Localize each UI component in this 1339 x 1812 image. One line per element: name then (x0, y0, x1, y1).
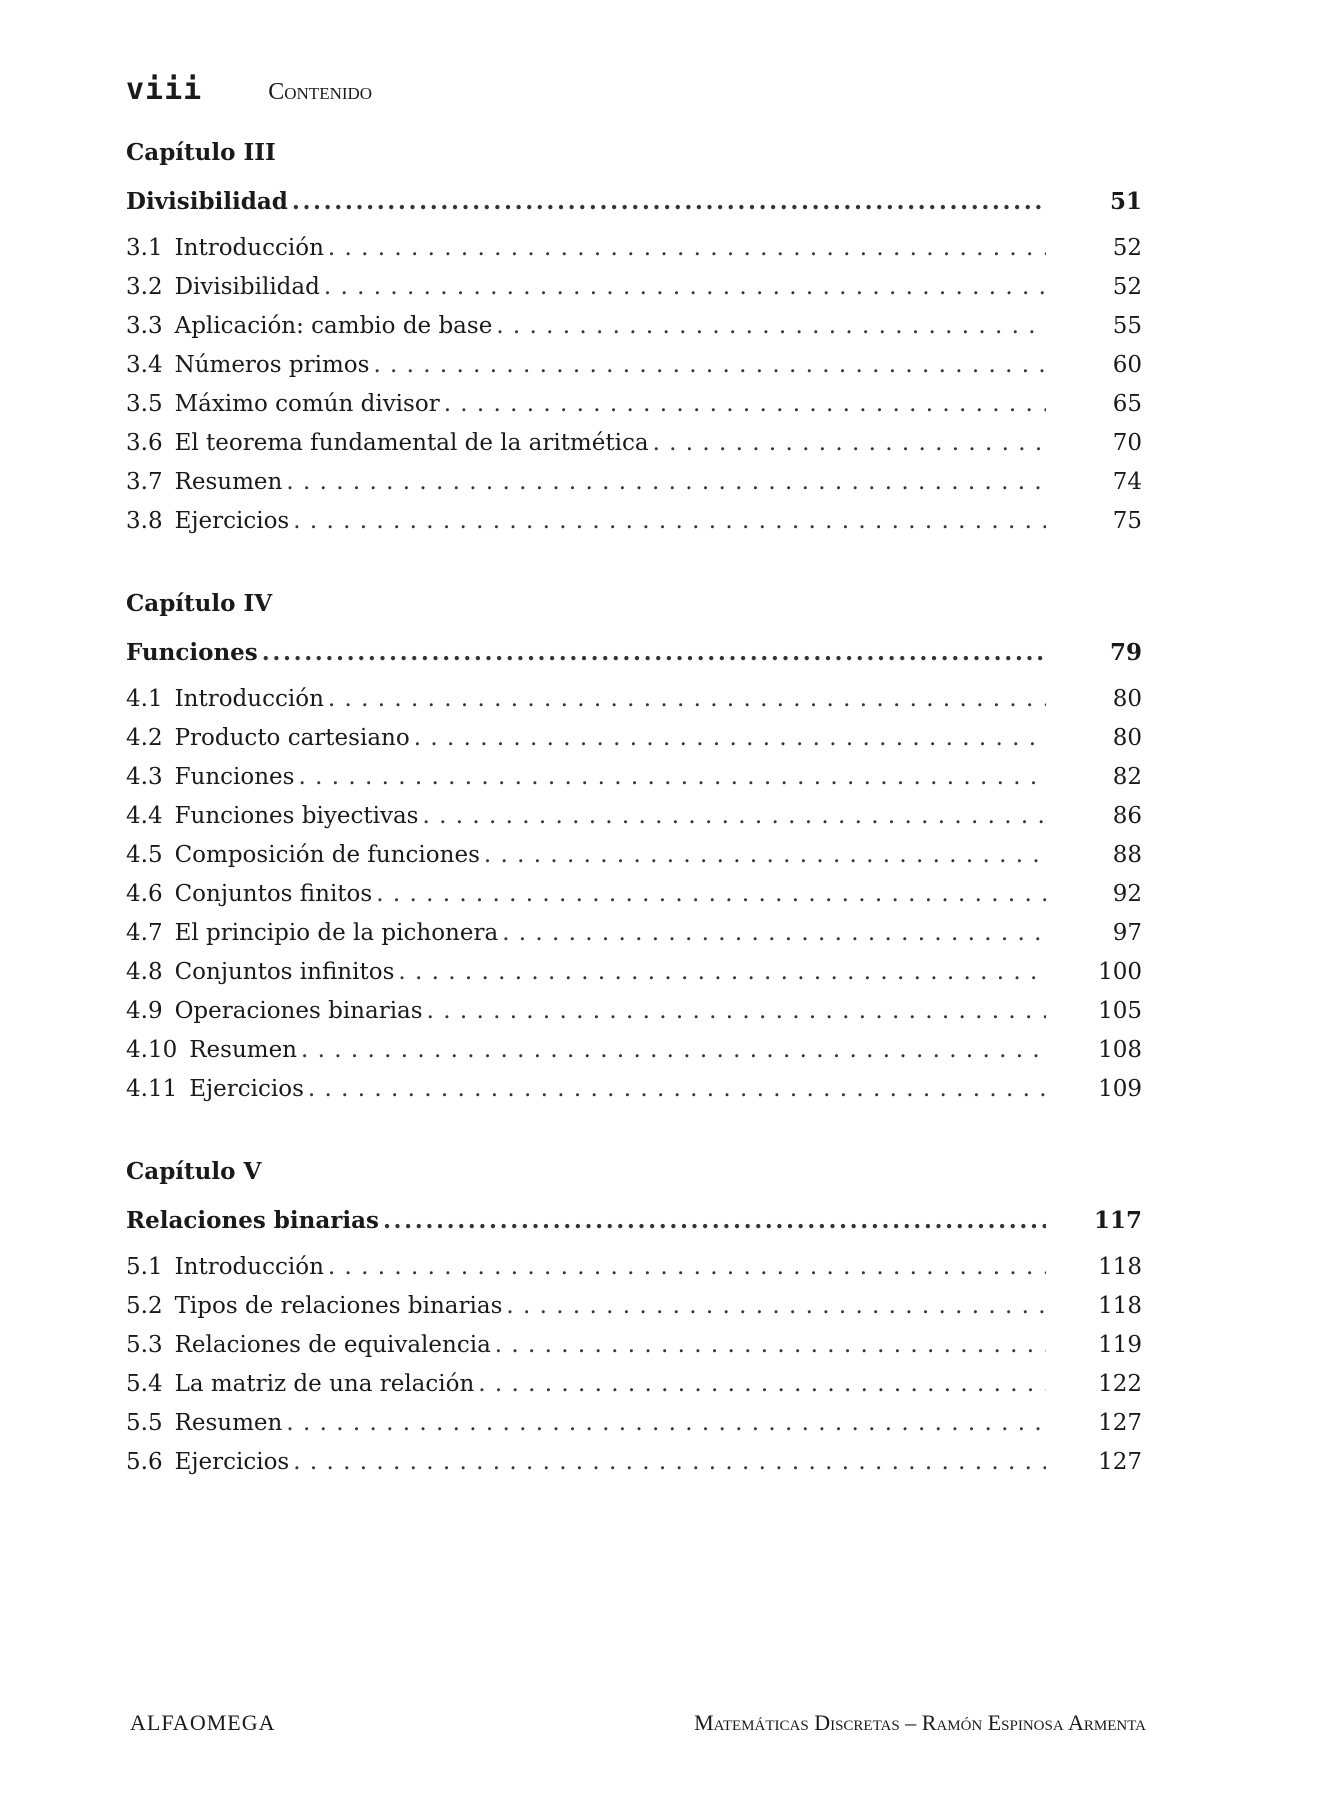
chapter-title: Divisibilidad (126, 188, 288, 215)
section-title: Ejercicios (174, 508, 290, 534)
toc-section-entry[interactable] (126, 758, 1142, 797)
section-number: 5.6 (126, 1449, 163, 1475)
section-title: Resumen (189, 1037, 297, 1063)
dot-leader (328, 1248, 1046, 1287)
dot-leader (292, 182, 1046, 221)
dot-leader (293, 1443, 1046, 1482)
section-number: 3.7 (126, 469, 163, 495)
page-ref: 118 (1098, 1254, 1142, 1280)
toc-chapter-entry[interactable] (126, 1201, 1142, 1240)
dot-leader (506, 1287, 1046, 1326)
page-ref: 65 (1112, 391, 1142, 417)
book-title-author: Matemáticas Discretas – Ramón Espinosa Armenta (694, 1710, 1146, 1735)
chapter-block (126, 587, 1142, 1109)
toc-section-entry[interactable] (126, 836, 1142, 875)
page-ref: 70 (1112, 430, 1142, 456)
page-ref: 122 (1098, 1371, 1142, 1397)
dot-leader (373, 346, 1046, 385)
section-title: Resumen (174, 1410, 283, 1436)
dot-leader (298, 758, 1046, 797)
toc-section-entry[interactable] (126, 875, 1142, 914)
dot-leader (301, 1031, 1046, 1070)
toc-chapter-entry[interactable] (126, 633, 1142, 672)
toc-section-entry[interactable] (126, 719, 1142, 758)
chapter-label: Capítulo IV (126, 590, 273, 617)
toc-section-entry[interactable] (126, 797, 1142, 836)
section-number: 5.4 (126, 1371, 163, 1397)
section-number: 5.5 (126, 1410, 163, 1436)
section-number: 4.11 (126, 1076, 178, 1102)
page-ref: 92 (1112, 881, 1142, 907)
toc-chapter-entry[interactable] (126, 182, 1142, 221)
section-number: 4.3 (126, 764, 163, 790)
page-ref: 97 (1112, 920, 1142, 946)
running-title: Contenido (268, 79, 373, 105)
section-title: Ejercicios (174, 1449, 290, 1475)
page-ref: 108 (1098, 1037, 1142, 1063)
section-number: 4.5 (126, 842, 163, 868)
section-title: Ejercicios (189, 1076, 304, 1102)
section-number: 5.2 (126, 1293, 163, 1319)
dot-leader (496, 307, 1046, 346)
section-title: La matriz de una relación (174, 1371, 475, 1397)
toc-section-entry[interactable] (126, 914, 1142, 953)
section-number: 5.1 (126, 1254, 163, 1280)
section-number: 3.4 (126, 352, 163, 378)
page-ref: 127 (1098, 1449, 1142, 1475)
dot-leader (308, 1070, 1046, 1109)
dot-leader (324, 268, 1046, 307)
dot-leader (427, 992, 1046, 1031)
section-title: Relaciones de equivalencia (174, 1332, 491, 1358)
section-number: 4.9 (126, 998, 163, 1024)
page-ref: 52 (1112, 235, 1142, 261)
dot-leader (502, 914, 1046, 953)
dot-leader (444, 385, 1046, 424)
page-ref: 86 (1112, 803, 1142, 829)
toc-section-entry[interactable] (126, 1443, 1142, 1482)
dot-leader (383, 1201, 1046, 1240)
dot-leader (422, 797, 1046, 836)
dot-leader (293, 502, 1046, 541)
chapter-block (126, 136, 1142, 541)
toc-section-entry[interactable] (126, 229, 1142, 268)
page-ref: 127 (1098, 1410, 1142, 1436)
page-ref: 74 (1112, 469, 1142, 495)
section-number: 3.1 (126, 235, 163, 261)
chapter-title: Funciones (126, 639, 258, 666)
toc-section-entry[interactable] (126, 268, 1142, 307)
page-footer (130, 1710, 1146, 1736)
dot-leader (286, 463, 1046, 502)
page-ref: 75 (1112, 508, 1142, 534)
section-number: 3.2 (126, 274, 163, 300)
page-ref: 82 (1112, 764, 1142, 790)
page-ref: 51 (1109, 188, 1142, 215)
dot-leader (414, 719, 1046, 758)
section-number: 3.3 (126, 313, 163, 339)
page-ref: 118 (1098, 1293, 1142, 1319)
toc-section-entry[interactable] (126, 307, 1142, 346)
toc-section-entry[interactable] (126, 1070, 1142, 1109)
section-title: Tipos de relaciones binarias (174, 1293, 503, 1319)
dot-leader (376, 875, 1046, 914)
toc-section-entry[interactable] (126, 992, 1142, 1031)
section-title: Introducción (174, 1254, 324, 1280)
chapter-label: Capítulo V (126, 1158, 262, 1185)
page-ref: 105 (1098, 998, 1142, 1024)
dot-leader (286, 1404, 1046, 1443)
section-title: Introducción (174, 235, 324, 261)
section-title: Funciones biyectivas (174, 803, 419, 829)
section-number: 4.6 (126, 881, 163, 907)
page-ref: 80 (1112, 725, 1142, 751)
toc-section-entry[interactable] (126, 1365, 1142, 1404)
page-ref: 55 (1112, 313, 1142, 339)
page-header (126, 72, 372, 107)
section-number: 4.7 (126, 920, 163, 946)
toc-section-entry[interactable] (126, 424, 1142, 463)
section-title: Conjuntos infinitos (174, 959, 395, 985)
section-title: Conjuntos finitos (174, 881, 373, 907)
section-number: 4.10 (126, 1037, 178, 1063)
page-ref: 80 (1112, 686, 1142, 712)
toc-section-entry[interactable] (126, 1326, 1142, 1365)
toc-section-entry[interactable] (126, 1404, 1142, 1443)
toc-section-entry[interactable] (126, 1031, 1142, 1070)
toc-section-entry[interactable] (126, 953, 1142, 992)
toc-section-entry[interactable] (126, 1248, 1142, 1287)
section-title: El teorema fundamental de la aritmética (174, 430, 649, 456)
toc-section-entry[interactable] (126, 463, 1142, 502)
dot-leader (398, 953, 1046, 992)
dot-leader (653, 424, 1046, 463)
chapter-title: Relaciones binarias (126, 1207, 379, 1234)
section-number: 3.8 (126, 508, 163, 534)
section-title: Introducción (174, 686, 324, 712)
page-ref: 117 (1093, 1207, 1142, 1234)
section-number: 4.4 (126, 803, 163, 829)
section-title: El principio de la pichonera (174, 920, 499, 946)
page-ref: 52 (1112, 274, 1142, 300)
page-ref: 88 (1112, 842, 1142, 868)
page-ref: 79 (1109, 639, 1142, 666)
section-title: Aplicación: cambio de base (174, 313, 493, 339)
section-title: Operaciones binarias (174, 998, 423, 1024)
page-ref: 100 (1098, 959, 1142, 985)
publisher-name: ALFAOMEGA (130, 1710, 276, 1735)
chapter-block (126, 1155, 1142, 1482)
dot-leader (262, 633, 1046, 672)
section-title: Números primos (174, 352, 370, 378)
toc-section-entry[interactable] (126, 680, 1142, 719)
toc-section-entry[interactable] (126, 346, 1142, 385)
section-number: 3.6 (126, 430, 163, 456)
page-ref: 109 (1098, 1076, 1142, 1102)
section-title: Resumen (174, 469, 283, 495)
toc-section-entry[interactable] (126, 385, 1142, 424)
section-title: Producto cartesiano (174, 725, 410, 751)
section-title: Composición de funciones (174, 842, 480, 868)
section-title: Máximo común divisor (174, 391, 440, 417)
section-number: 5.3 (126, 1332, 163, 1358)
dot-leader (478, 1365, 1046, 1404)
dot-leader (328, 680, 1046, 719)
dot-leader (484, 836, 1046, 875)
chapter-label: Capítulo III (126, 139, 276, 166)
dot-leader (495, 1326, 1046, 1365)
dot-leader (328, 229, 1046, 268)
table-of-contents (126, 136, 1142, 1528)
toc-section-entry[interactable] (126, 502, 1142, 541)
section-number: 4.8 (126, 959, 163, 985)
section-number: 4.1 (126, 686, 163, 712)
section-title: Divisibilidad (174, 274, 320, 300)
page-number: viii (126, 72, 203, 107)
page-ref: 60 (1112, 352, 1142, 378)
page-ref: 119 (1098, 1332, 1142, 1358)
section-number: 4.2 (126, 725, 163, 751)
section-title: Funciones (174, 764, 295, 790)
toc-section-entry[interactable] (126, 1287, 1142, 1326)
section-number: 3.5 (126, 391, 163, 417)
